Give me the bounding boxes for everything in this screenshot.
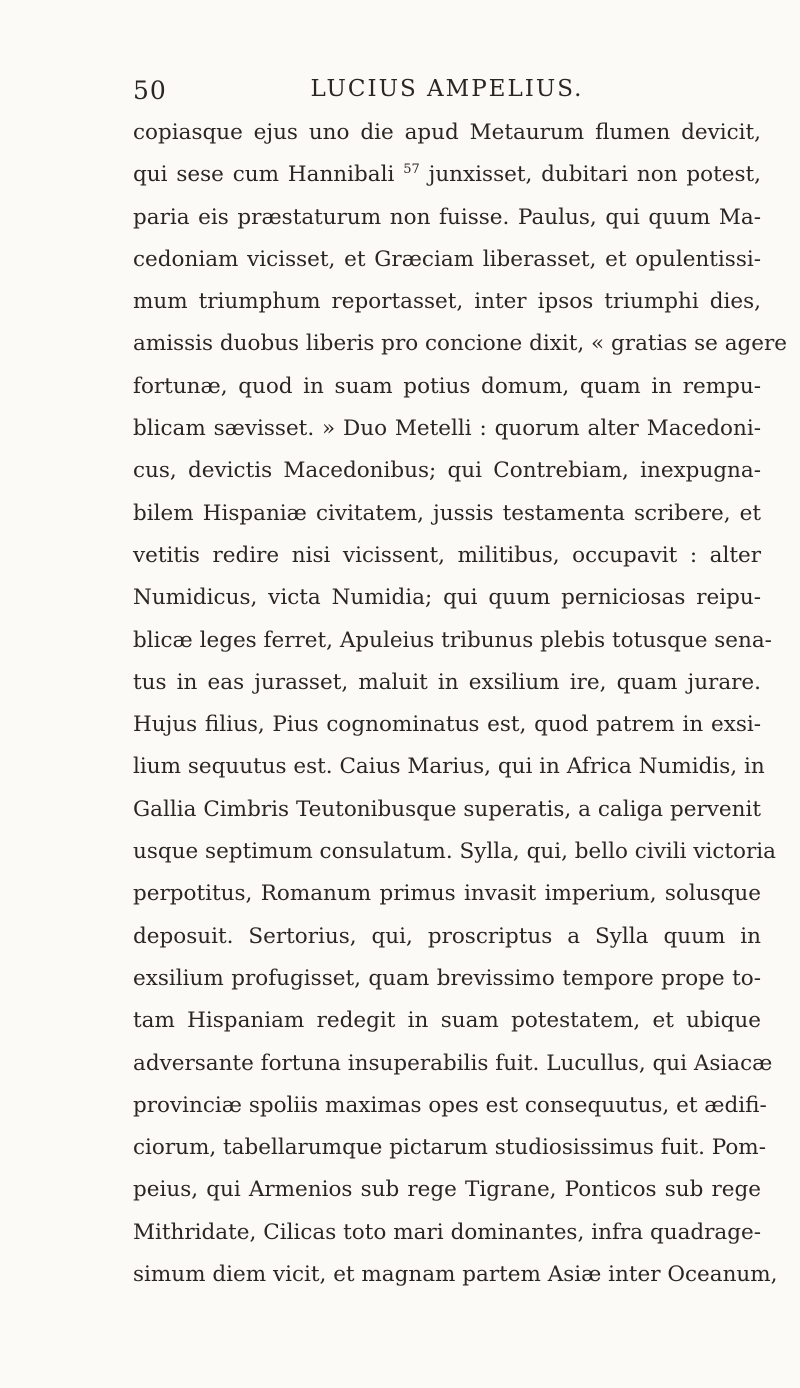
text-line: perpotitus, Romanum primus invasit imperium, solusque xyxy=(133,881,761,907)
page-header xyxy=(133,76,761,112)
body-text xyxy=(133,112,787,1296)
text-line: simum diem vicit, et magnam partem Asiæ inter Oceanum, xyxy=(133,1262,778,1288)
text-line: cus, devictis Macedonibus; qui Contrebiam, inexpugna- xyxy=(133,458,761,484)
text-line: deposuit. Sertorius, qui, proscriptus a Sylla quum in xyxy=(133,923,761,949)
text-line: vetitis redire nisi vicissent, militibus, occupavit : alter xyxy=(133,542,761,568)
text-line: tam Hispaniam redegit in suam potestatem, et ubique xyxy=(133,1008,761,1034)
running-head: LUCIUS AMPELIUS. xyxy=(310,76,584,102)
text-line: usque septimum consulatum. Sylla, qui, bello civili victoria xyxy=(133,839,776,865)
text-line: Hujus filius, Pius cognominatus est, quod patrem in exsi- xyxy=(133,712,761,738)
text-line: bilem Hispaniæ civitatem, jussis testamenta scribere, et xyxy=(133,500,761,526)
text-segment: junxisset, dubitari non potest, xyxy=(428,162,761,188)
text-line: mum triumphum reportasset, inter ipsos triumphi dies, xyxy=(133,289,761,315)
text-line: cedoniam vicisset, et Græciam liberasset, et opulentissi- xyxy=(133,246,761,272)
page-number: 50 xyxy=(133,76,167,105)
text-line: blicæ leges ferret, Apuleius tribunus plebis totusque sena- xyxy=(133,627,772,653)
text-line: lium sequutus est. Caius Marius, qui in Africa Numidis, in xyxy=(133,754,765,780)
text-line: copiasque ejus uno die apud Metaurum flumen devicit, xyxy=(133,120,761,145)
text-line: amissis duobus liberis pro concione dixit, « gratias se agere xyxy=(133,331,787,357)
text-line: fortunæ, quod in suam potius domum, quam in rempu- xyxy=(133,373,761,399)
text-line: Gallia Cimbris Teutonibusque superatis, a caliga pervenit xyxy=(133,796,761,822)
text-segment: qui sese cum Hannibali xyxy=(133,162,395,188)
text-line: provinciæ spoliis maximas opes est consequutus, et ædifi- xyxy=(133,1092,767,1118)
text-line: blicam sævisset. » Duo Metelli : quorum alter Macedoni- xyxy=(133,416,761,442)
text-line: adversante fortuna insuperabilis fuit. Lucullus, qui Asiacæ xyxy=(133,1050,773,1076)
footnote-marker: 57 xyxy=(403,162,420,178)
text-line: tus in eas jurasset, maluit in exsilium ire, quam jurare. xyxy=(133,669,761,695)
text-line: paria eis præstaturum non fuisse. Paulus, qui quum Ma- xyxy=(133,204,761,230)
text-line xyxy=(133,154,761,196)
text-line: Mithridate, Cilicas toto mari dominantes, infra quadrage- xyxy=(133,1219,761,1245)
text-line: Numidicus, victa Numidia; qui quum perniciosas reipu- xyxy=(133,585,761,611)
text-line: exsilium profugisset, quam brevissimo tempore prope to- xyxy=(133,965,761,991)
text-line: ciorum, tabellarumque pictarum studiosissimus fuit. Pom- xyxy=(133,1135,766,1161)
text-line: peius, qui Armenios sub rege Tigrane, Ponticos sub rege xyxy=(133,1177,761,1203)
